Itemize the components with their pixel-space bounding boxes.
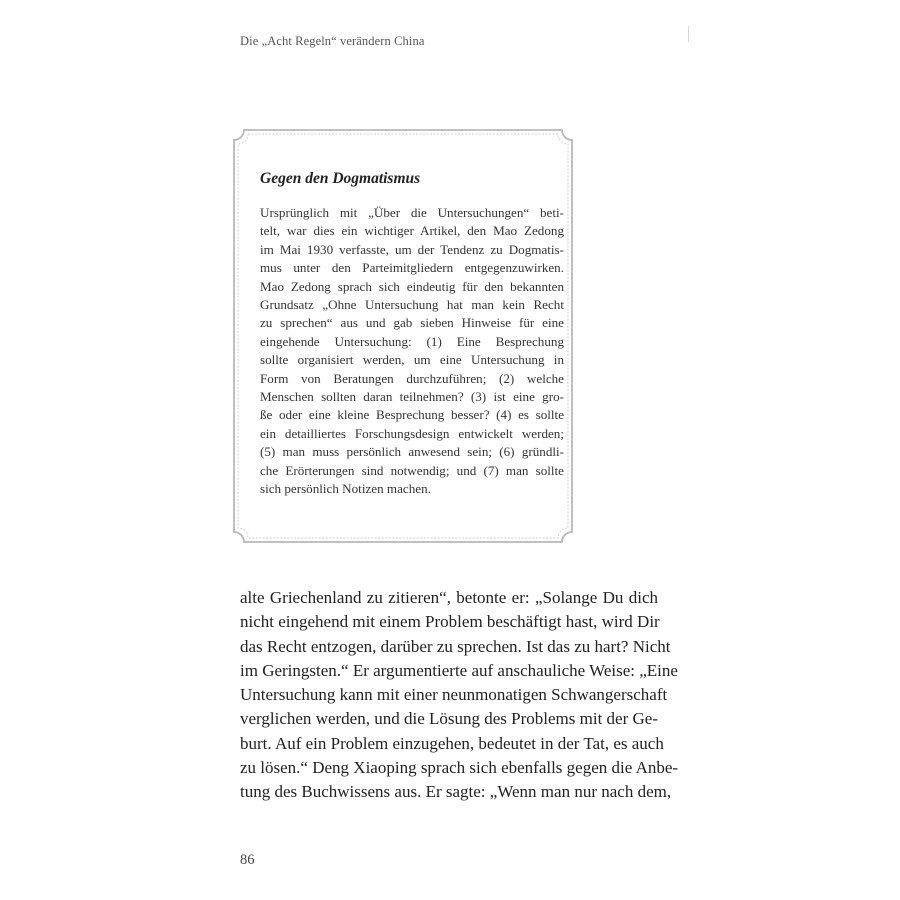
box-line: Mao Zedong sprach sich eindeutig für den bekannten — [260, 278, 564, 294]
box-line: Grundsatz „Ohne Untersuchung hat man kein Recht — [260, 297, 564, 313]
box-line: sollte organisiert werden, um eine Untersuchung in — [260, 352, 564, 368]
box-line: eingehende Untersuchung: (1) Eine Besprechung — [260, 333, 564, 349]
box-line: zu sprechen“ aus und gab sieben Hinweise für eine — [260, 315, 564, 331]
box-line: ein detailliertes Forschungsdesign entwickelt werden; — [260, 425, 564, 441]
body-line: das Recht entzogen, darüber zu sprechen. Ist das zu hart? Nicht — [240, 636, 671, 656]
box-line: telt, war dies ein wichtiger Artikel, den Mao Zedong — [260, 223, 564, 239]
body-line: Untersuchung kann mit einer neunmonatigen Schwangerschaft — [240, 685, 668, 705]
page-edge-mark — [688, 26, 689, 42]
body-paragraph — [240, 586, 679, 805]
box-line: che Erörterungen sind notwendig; und (7) man sollte — [260, 462, 564, 478]
box-body — [260, 204, 564, 499]
body-line: nicht eingehend mit einem Problem beschäftigt hast, wird Dir — [240, 612, 660, 632]
box-line: Ursprünglich mit „Über die Untersuchungen“ beti- — [260, 205, 564, 220]
box-line: im Mai 1930 verfasste, um der Tendenz zu Dogmatis- — [260, 241, 564, 257]
box-line: Menschen sollten daran teilnehmen? (3) ist eine gro- — [260, 389, 564, 405]
box-line: sich persönlich Notizen machen. — [260, 481, 431, 497]
page-number: 86 — [240, 852, 255, 868]
box-line: mus unter den Parteimitgliedern entgegenzuwirken. — [260, 260, 564, 276]
running-head: Die „Acht Regeln“ verändern China — [240, 34, 425, 48]
box-line: Form von Beratungen durchzuführen; (2) welche — [260, 370, 564, 386]
body-line: tung des Buchwissens aus. Er sagte: „Wenn man nur nach dem, — [240, 782, 672, 802]
box-line: (5) man muss persönlich anwesend sein; (6) gründli- — [260, 444, 564, 460]
box-line: ße oder eine kleine Besprechung besser? (4) es sollte — [260, 407, 564, 423]
body-line: zu lösen.“ Deng Xiaoping sprach sich ebenfalls gegen die Anbe- — [240, 758, 679, 778]
box-title: Gegen den Dogmatismus — [260, 170, 421, 187]
body-line: alte Griechenland zu zitieren“, betonte er: „Solange Du dich — [240, 588, 658, 607]
body-line: verglichen werden, und die Lösung des Problems mit der Ge- — [240, 709, 658, 729]
body-line: im Geringsten.“ Er argumentierte auf anschauliche Weise: „Eine — [240, 660, 678, 680]
body-line: burt. Auf ein Problem einzugehen, bedeutet in der Tat, es auch — [240, 733, 664, 753]
